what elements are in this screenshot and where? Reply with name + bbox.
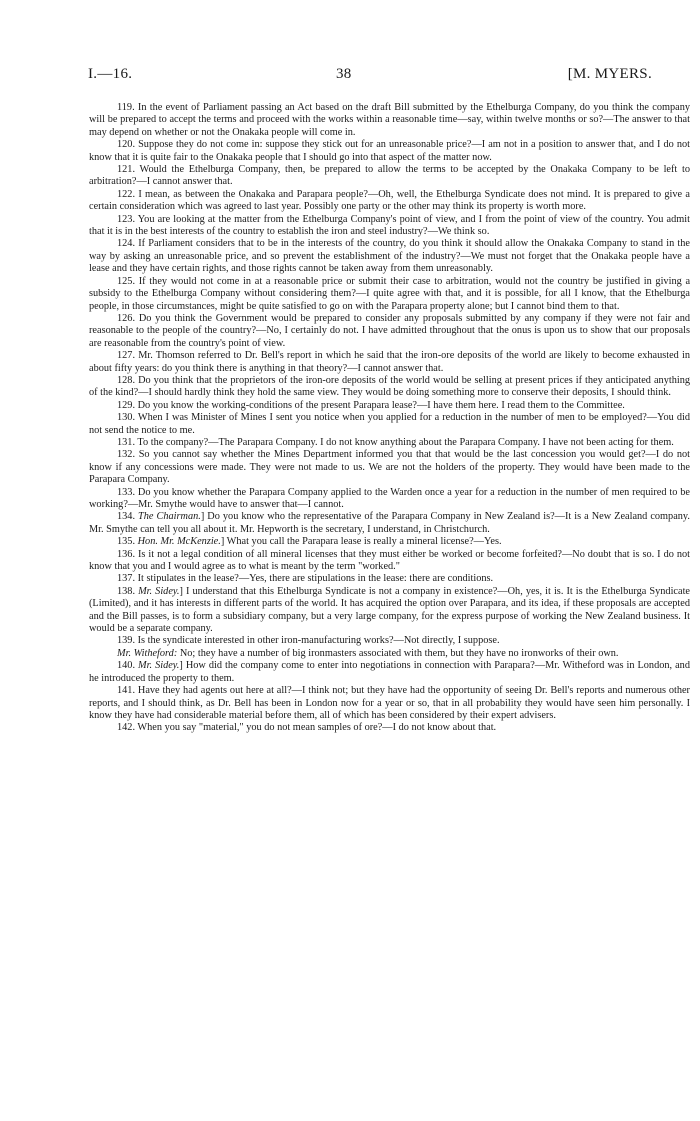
- question-paragraph: [89, 573, 690, 585]
- question-text: So you cannot say whether the Mines Department informed you that that would be the last concession you would get?—I do not know if any concessions were made. They were not made to us. We are not the holders of the property. They would have been made to the Parapara Company.: [89, 449, 690, 486]
- question-number: 130.: [117, 412, 136, 424]
- question-paragraph: [89, 511, 690, 536]
- question-text: In the event of Parliament passing an Act based on the draft Bill submitted by the Ethelburga Company, do you think the company will be prepared to accept the terms and proceed with the works within a reasonable time—say, within twelve months or so?—The answer to that may depend on whether or not the Onakaka people will come in.: [89, 102, 691, 138]
- question-text: Do you think the Government would be prepared to consider any proposals submitted by any company if they were not fair and reasonable to the people of the country?—No, I certainly do not. I have admitted throughout that the onus is upon us to show that our proposals are reasonable from the country's point of view.: [89, 312, 690, 349]
- question-number: 133.: [117, 486, 136, 498]
- question-paragraph: [89, 549, 690, 574]
- question-number: 128.: [117, 374, 136, 386]
- question-text: I mean, as between the Onakaka and Parapara people?—Oh, well, the Ethelburga Syndicate does not mind. It is prepared to give a certain consideration which was agreed to last year. Possibly one party or the other may think its property is worth more.: [89, 188, 690, 213]
- question-text: Would the Ethelburga Company, then, be prepared to allow the terms to be accepted by the Onakaka Company to be left to arbitration?—I cannot answer that.: [89, 164, 690, 188]
- question-text: If Parliament considers that to be in the interests of the country, do you think it should allow the Onakaka Company to stand in the way by asking an unreasonable price, and so prevent the establishment of the industry?—We must not forget that the Onakaka people have a lease and they have certain rights, and those rights cannot be taken away from them unreasonably.: [89, 238, 690, 275]
- question-paragraph: [89, 375, 690, 400]
- question-text: To the company?—The Parapara Company. I do not know anything about the Parapara Company. I have not been acting for them.: [137, 436, 674, 448]
- transcript-body: [89, 102, 690, 735]
- page-number: 38: [336, 66, 352, 82]
- question-text: Do you know who the representative of the Parapara Company in New Zealand is?—It is a New Zealand company. Mr. Smythe can tell you all about it. Mr. Hepworth is the secretary, I understand, in Christchurch.: [89, 511, 690, 535]
- question-text: If they would not come in at a reasonable price or submit their case to arbitration, would not the country be justified in giving a subsidy to the Ethelburga Company without considering them?—I quite agree with that, and it is possible, for all I know, that the Ethelburga people, in those circumstances, might be quite satisfied to go on with the Parapara property alone; but I cannot bind them to that.: [89, 275, 691, 312]
- question-text: How did the company come to enter into negotiations in connection with Parapara?—Mr. Witheford was in London, and he introduced the property to them.: [89, 660, 690, 684]
- speaker-label: Mr. Sidey.]: [138, 585, 186, 597]
- question-number: 119.: [117, 102, 135, 113]
- question-number: 140.: [117, 660, 136, 672]
- page-header: [88, 66, 652, 88]
- question-number: 120.: [117, 139, 136, 151]
- question-number: 134.: [117, 511, 136, 523]
- question-text: It stipulates in the lease?—Yes, there are stipulations in the lease: there are conditions.: [137, 573, 494, 585]
- speaker-label: The Chairman.]: [138, 511, 208, 523]
- document-reference: I.—16.: [88, 66, 133, 82]
- question-paragraph: [89, 536, 690, 548]
- question-paragraph: [89, 722, 690, 734]
- question-paragraph: [89, 412, 690, 437]
- question-text: I understand that this Ethelburga Syndicate is not a company in existence?—Oh, yes, it is. It is the Ethelburga Syndicate (Limited), and it has interests in different parts of the world. It has acquired the option over Parapara, and its idea, if these proposals are accepted and the Bill passes, is to form a subsidiary company, but a very large company, for the express purpose of working the New Zealand business. It would be a separate company.: [89, 585, 690, 635]
- question-number: 126.: [117, 312, 136, 324]
- question-number: 129.: [117, 399, 136, 411]
- question-number: 141.: [117, 685, 136, 697]
- question-text: You are looking at the matter from the Ethelburga Company's point of view, and I from the point of view of the country. You admit that it is in the best interests of the country to establish the iron and steel industry?—We think so.: [89, 213, 690, 238]
- question-number: 124.: [117, 238, 136, 250]
- question-paragraph: [89, 449, 690, 486]
- question-paragraph: [89, 139, 690, 164]
- question-paragraph: [89, 238, 690, 275]
- question-number: 136.: [117, 548, 136, 560]
- question-text: When I was Minister of Mines I sent you notice when you applied for a reduction in the number of men to be employed?—You did not send the notice to me.: [89, 412, 690, 436]
- question-number: 121.: [117, 164, 136, 176]
- question-number: 135.: [117, 536, 136, 548]
- question-text: Is the syndicate interested in other iron-manufacturing works?—Not directly, I suppose.: [137, 635, 500, 647]
- question-paragraph: [89, 313, 690, 350]
- question-number: 139.: [117, 635, 136, 647]
- question-paragraph: [89, 437, 690, 449]
- question-paragraph: [89, 189, 690, 214]
- question-paragraph: [89, 660, 690, 685]
- question-number: 137.: [117, 573, 136, 585]
- question-text: Suppose they do not come in: suppose they stick out for an unreasonable price?—I am not in a position to answer that, and I do not know that it is quite fair to the Onakaka people that I should go into that aspect of the matter now.: [89, 139, 690, 163]
- question-text: Do you know the working-conditions of the present Parapara lease?—I have them here. I read them to the Committee.: [137, 399, 625, 411]
- question-text: Do you think that the proprietors of the iron-ore deposits of the world would be selling at present prices if they anticipated anything of the kind?—I should hardly think they hold the same view. They would be doing something more to conserve their deposits, I should think.: [89, 374, 691, 399]
- question-paragraph: [89, 635, 690, 647]
- question-text: Is it not a legal condition of all mineral licenses that they must either be worked or become forfeited?—No doubt that is so. I do not know that you and I would agree as to what is meant by the term "worked.": [89, 548, 690, 573]
- question-number: 131.: [117, 436, 136, 448]
- question-paragraph: [89, 276, 690, 313]
- question-text: Do you know whether the Parapara Company applied to the Warden once a year for a reduction in the number of men required to be working?—Mr. Smythe would have to answer that—I cannot.: [89, 486, 690, 510]
- speaker-label: Hon. Mr. McKenzie.]: [137, 536, 227, 548]
- question-number: 138.: [117, 585, 136, 597]
- question-paragraph: [89, 487, 690, 512]
- question-paragraph: [89, 164, 690, 189]
- question-text: Have they had agents out here at all?—I think not; but they have had the opportunity of seeing Dr. Bell's reports and numerous other reports, and I should think, as Dr. Bell has been in London now for a year or so, that in all probability they would have seen him personally. I know they have had considerable material before them, all of which has been considered by their expert advisers.: [89, 685, 690, 721]
- question-paragraph: [89, 400, 690, 412]
- question-paragraph: [89, 685, 690, 722]
- question-text: What you call the Parapara lease is really a mineral license?—Yes.: [226, 536, 502, 548]
- question-number: 125.: [117, 275, 136, 287]
- question-paragraph: [89, 648, 690, 660]
- question-text: When you say "material," you do not mean samples of ore?—I do not know about that.: [137, 722, 497, 734]
- question-text: No; they have a number of big ironmasters associated with them, but they have no ironworks of their own.: [179, 647, 619, 659]
- question-number: 127.: [117, 350, 136, 362]
- question-paragraph: [89, 102, 690, 139]
- question-paragraph: [89, 586, 690, 636]
- question-number: 123.: [117, 213, 136, 225]
- question-text: Mr. Thomson referred to Dr. Bell's report in which he said that the iron-ore deposits of the world are likely to become exhausted in about fifty years: do you think there is anything in that theory?—I cannot answer that.: [89, 350, 690, 374]
- question-number: 142.: [117, 722, 136, 734]
- question-paragraph: [89, 350, 690, 375]
- speaker-label: Mr. Witheford:: [117, 647, 178, 659]
- speaker-label: Mr. Sidey.]: [138, 660, 186, 672]
- question-paragraph: [89, 214, 690, 239]
- question-number: 132.: [117, 449, 136, 461]
- question-number: 122.: [117, 188, 136, 200]
- witness-name: [M. MYERS.: [567, 66, 652, 82]
